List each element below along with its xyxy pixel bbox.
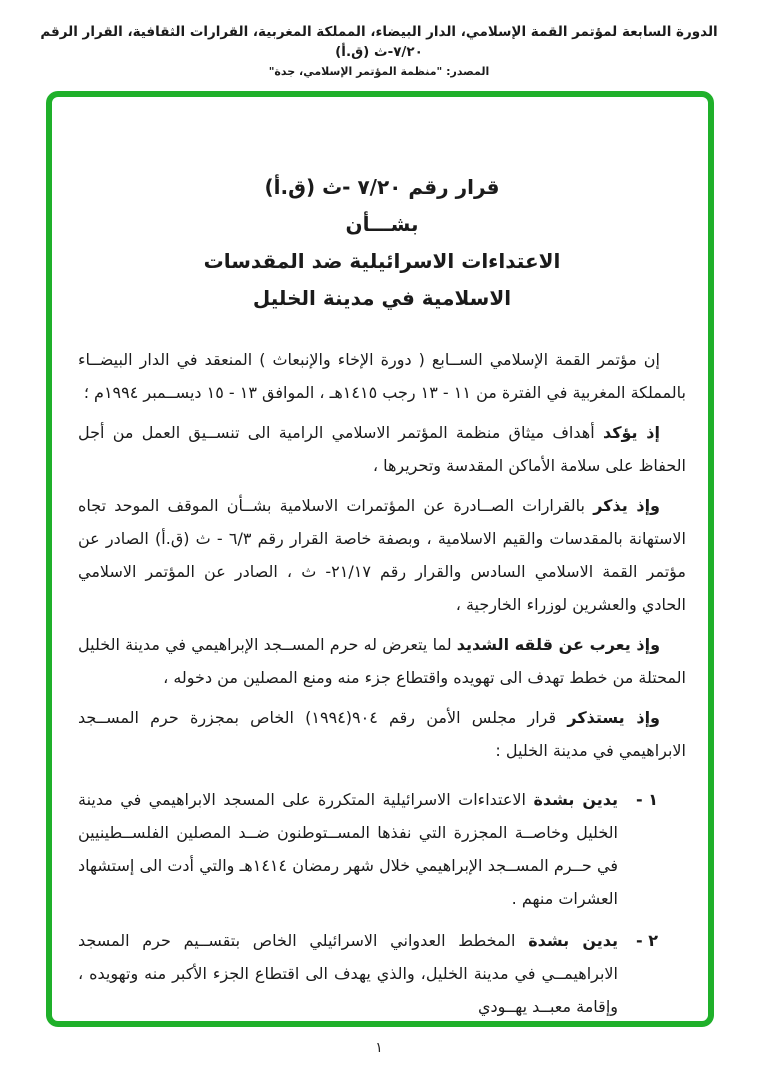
resolution-text xyxy=(78,343,686,1021)
page-number: ١ xyxy=(375,1040,383,1056)
item-body: الاعتداءات الاسرائيلية المتكررة على المسجد الابراهيمي في مدينة الخليل وخاصــة المجزرة التي نفذها المســتوطنون ضــد المصلين الفلســطينيين في حــرم المســجد الإبراهيمي خلال شهر رمضان ١٤١٤هـ والتي أدت الى إستشهاد العشرات منهم . xyxy=(78,790,619,908)
paragraph-lead: وإذ يستذكر xyxy=(567,708,660,727)
document-header xyxy=(30,22,728,78)
resolution-subject-line2: الاسلامية في مدينة الخليل xyxy=(252,286,512,310)
paragraph-lead: وإذ يعرب عن قلقه الشديد xyxy=(456,635,661,654)
resolution-title-block xyxy=(78,169,686,317)
list-item xyxy=(78,783,658,915)
resolution-regarding-line: بشـــأن xyxy=(345,212,419,236)
item-lead: يدين بشدة xyxy=(528,931,618,950)
resolution-subject-line1: الاعتداءات الاسرائيلية ضد المقدسات xyxy=(203,249,561,273)
list-item xyxy=(78,924,658,1021)
operative-items xyxy=(78,783,658,1021)
green-scan-border xyxy=(46,91,714,1027)
item-lead: يدين بشدة xyxy=(533,790,618,809)
preamble-paragraph xyxy=(78,489,686,621)
item-body: المخطط العدواني الاسرائيلي الخاص بتقســيم حرم المسجد الابراهيمــي في مدينة الخليل، والذي يهدف الى اقتطاع الجزء الأكبر منه وتهويده ، وإقامة معبــد يهــودي xyxy=(78,931,618,1016)
header-citation-line: الدورة السابعة لمؤتمر القمة الإسلامي، الدار البيضاء، المملكة المغربية، القرارات الثقافية، القرار الرقم ٧/٢٠-ث (ق.أ) xyxy=(40,24,718,60)
item-text xyxy=(78,924,618,1021)
preamble-paragraph xyxy=(78,628,686,694)
item-text xyxy=(78,783,618,915)
preamble-paragraph xyxy=(78,416,686,482)
item-number: ١ - xyxy=(636,790,658,809)
paragraph-text: بالقرارات الصــادرة عن المؤتمرات الاسلامية بشــأن الموقف الموحد تجاه الاستهانة بالمقدسات والقيم الاسلامية ، وبصفة خاصة القرار رقم ٦/٣ - ث (ق.أ) الصادر عن مؤتمر القمة الاسلامي السادس والقرار رقم ٢١/١٧- ث ، الصادر عن المؤتمر الاسلامي الحادي والعشرين لوزراء الخارجية ، xyxy=(78,496,687,614)
header-source-line: المصدر: "منظمة المؤتمر الإسلامي، جدة" xyxy=(268,65,490,78)
item-number: ٢ - xyxy=(636,931,658,950)
paragraph-text: قرار مجلس الأمن رقم ٩٠٤(١٩٩٤) الخاص بمجزرة حرم المســجد الابراهيمي في مدينة الخليل : xyxy=(78,708,686,760)
paragraph-text: إن مؤتمر القمة الإسلامي الســابع ( دورة الإخاء والإنبعاث ) المنعقد في الدار البيضــاء بالمملكة المغربية في الفترة من ١١ - ١٣ رجب ١٤١٥هـ ، الموافق ١٣ - ١٥ ديســمبر ١٩٩٤م ؛ xyxy=(78,350,686,402)
paragraph-lead: إذ يؤكد xyxy=(602,423,660,442)
preamble-paragraph xyxy=(78,701,686,767)
paragraph-text: أهداف ميثاق منظمة المؤتمر الاسلامي الرامية الى تنســيق العمل من أجل الحفاظ على سلامة الأماكن المقدسة وتحريرها ، xyxy=(78,423,686,475)
paragraph-text: لما يتعرض له حرم المســجد الإبراهيمي في مدينة الخليل المحتلة من خطط تهدف الى تهويده واقتطاع جزء منه ومنع المصلين من دخوله ، xyxy=(78,635,686,687)
paragraph-lead: وإذ يذكر xyxy=(593,496,661,515)
resolution-number-line: قرار رقم ٧/٢٠ -ث (ق.أ) xyxy=(264,175,500,199)
document-body xyxy=(52,97,708,1021)
preamble-paragraph xyxy=(78,343,686,409)
